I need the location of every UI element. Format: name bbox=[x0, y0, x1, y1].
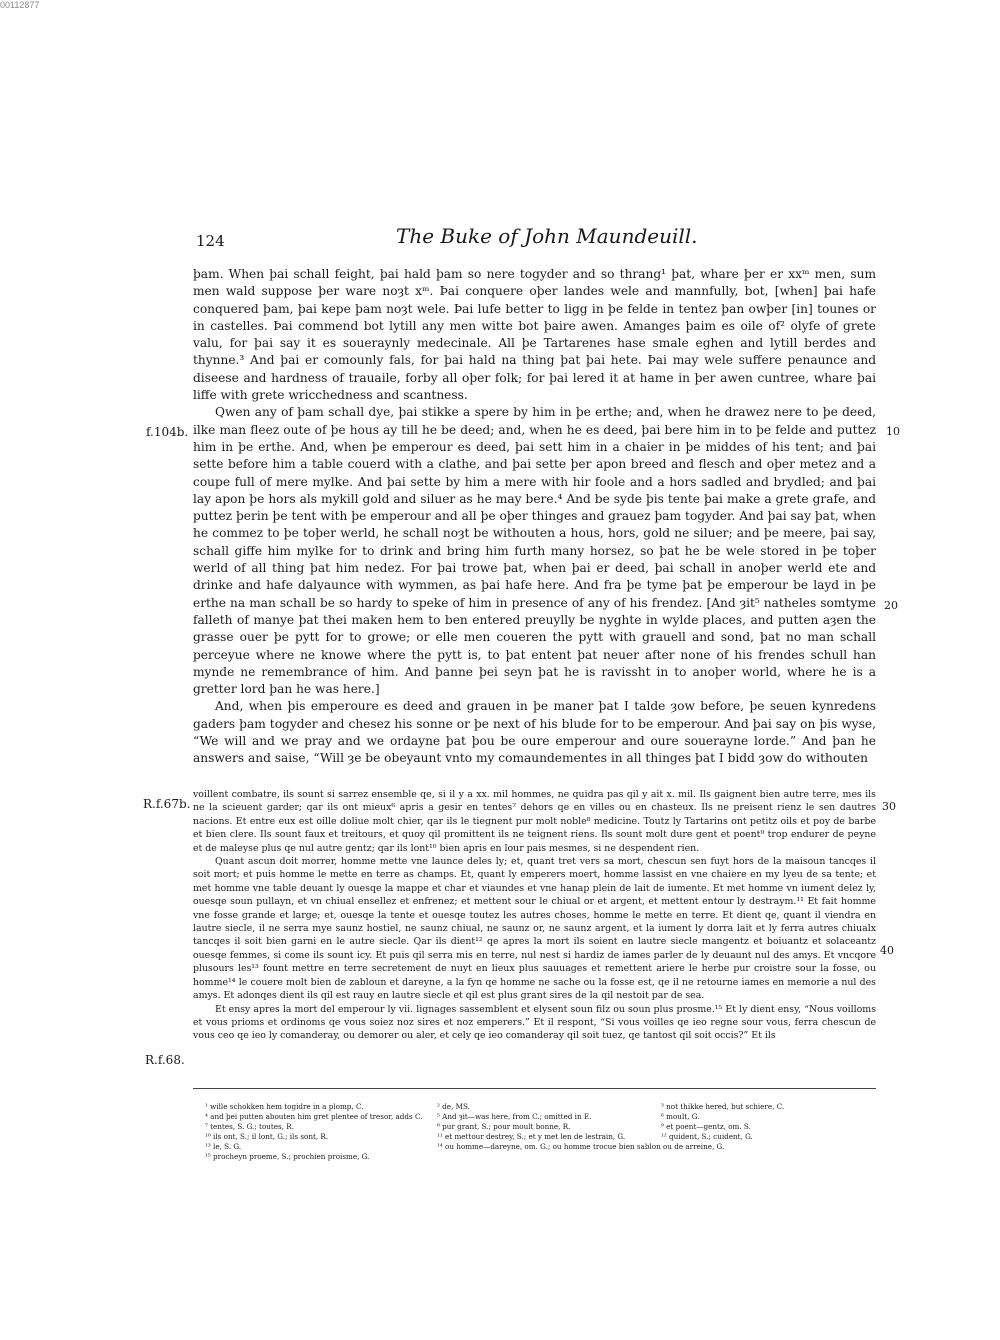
footnote-column-3 bbox=[661, 1102, 881, 1142]
running-title: The Buke of John Maundeuill. bbox=[396, 224, 698, 248]
footnote: ¹¹ et mettour destrey, S.; et y met len de lestrain, G. bbox=[437, 1132, 626, 1141]
footnote: ⁵ And ȝit—was here, from C.; omitted in E. bbox=[437, 1112, 592, 1121]
english-text-block bbox=[193, 266, 876, 768]
folio-note-french-1: R.f.67b. bbox=[143, 797, 191, 811]
footnote-column-1 bbox=[205, 1102, 425, 1162]
footnote: ² de, MS. bbox=[437, 1102, 470, 1111]
footnote: ⁹ et poent—gentz, om. S. bbox=[661, 1122, 751, 1131]
footnote: ⁸ pur grant, S.; pour moult bonne, R. bbox=[437, 1122, 571, 1131]
english-paragraph: And, when þis emperoure es deed and grauen in þe maner þat I talde ȝow before, þe seuen kynredens gaders þam togyder and chesez his sonne or þe next of his blude for to be emperour. And þai say on þis wyse, “We will and we pray and we ordayne þat þou be oure emperour and oure souerayne lorde.” And þan he answers and saise, “Will ȝe be obeyaunt vnto my comaundementes in all thinges þat I bidd ȝow do withouten bbox=[193, 699, 876, 766]
line-number-10: 10 bbox=[886, 425, 900, 438]
page-header bbox=[196, 224, 876, 254]
footnote: ¹⁰ ils ont, S.; il lont, G.; ils sont, R. bbox=[205, 1132, 329, 1141]
english-paragraph: Qwen any of þam schall dye, þai stikke a spere by him in þe erthe; and, when he drawez nere to þe deed, ilke man fleez oute of þe hous ay till he be deed; and, when he es deed, þai bere him in to þe felde and puttez him in þe erthe. And, when þe emperour es deed, þai sett him in a chaier in þe middes of his tent; and þai sette before him a table couerd with a clathe, and þai sette þer apon breed and flesch and oþer metez and a coupe full of mere mylke. And þai sette by him a mere with hir foole and a hors sadled and brydled; and þai lay apon þe hors als mykill gold and siluer as he may bere.⁴ And be syde þis tente þai make a grete grafe, and puttez þerin þe tent with þe emperour and all þe oþer thinges and grauez þam togyder. And þai say þat, when he commez to þe toþer werld, he schall noȝt be withouten a hous, hors, gold ne siluer; and þe meere, þai say, schall giffe him mylke for to drink and bring him furth many horsez, so þat he be wele stored in þe toþer werld of all thing þat him nedez. For þai trowe þat, when þai er deed, þai schall in anoþer werld ete and drinke and hafe dalyaunce with wymmen, as þai hafe here. And fra þe tyme þat þe emperour be layd in þe erthe na man schall be so hardy to speke of him in presence of any of his frendez. [And ȝit⁵ natheles somtyme falleth of manye þat thei maken hem to ben entered preuylly be nyghte in wylde places, and putten aȝen the grasse ouer þe pytt for to growe; or elle men coueren the pytt with grauell and sond, þat no man schall perceyue where ne knowe where the pytt is, to þat entent þat neuer after none of his frendes schull han mynde ne remembrance of him. And þanne þei seyn þat he is ravissht in to anoþer world, where he is a gretter lord þan he was here.] bbox=[193, 405, 876, 697]
french-paragraph: Et ensy apres la mort del emperour ly vii. lignages sassemblent et elysent soun filz ou soun plus prosme.¹⁵ Et ly dient ensy, “Nous voilloms et vous prioms et ordinoms qe vous soiez noz sires et noz emperers.” Et il respont, “Si vous voilles qe ieo regne sour vous, ferra chescun de vous ceo qe ieo ly comanderay, ou demorer ou aler, et cely qe ieo comanderay qil soit tuez, qe tantost qil soit occis?” Et ils bbox=[193, 1003, 876, 1042]
footnote: ¹ wille schokken hem togidre in a plomp, C. bbox=[205, 1102, 364, 1111]
footnote: ⁷ tentes, S. G.; toutes, R. bbox=[205, 1122, 294, 1131]
corner-identifier: 00112877 bbox=[0, 0, 40, 10]
footnote: ¹⁵ procheyn proeme, S.; prochien proisme, G. bbox=[205, 1152, 370, 1161]
line-number-20: 20 bbox=[884, 599, 898, 612]
line-number-30: 30 bbox=[882, 800, 896, 813]
line-number-40: 40 bbox=[880, 944, 894, 957]
english-paragraph: þam. When þai schall feight, þai hald þam so nere togyder and so thrang¹ þat, whare þer er xxᵐ men, sum men wald suppose þer ware noȝt xᵐ. Þai conquere oþer landes wele and mannfully, bot, [when] þai hafe conquered þam, þai kepe þam noȝt wele. Þai lufe better to ligg in þe felde in tentez þan owþer [in] tounes or in castelles. Þai commend bot lytill any men witte bot þaire awen. Amanges þaim es oile of² olyfe of grete valu, for þai say it es soueraynly medecinale. All þe Tartarenes hase smale eghen and lytill berdes and thynne.³ And þai er comounly fals, for þai hald na thing þat þai hete. Þai may wele suffere penaunce and diseese and hardness of trauaile, forby all oþer folk; for þai lered it at hame in þer awen cuntree, whare þai liffe with grete wricchedness and scantness. bbox=[193, 267, 876, 403]
footnote: ¹⁴ ou homme—dareyne, om. G.; ou homme trocue bien sablon ou de arreine, G. bbox=[437, 1142, 725, 1151]
folio-note-english: f.104b. bbox=[146, 425, 189, 439]
french-paragraph: voillent combatre, ils sount si sarrez ensemble qe, si il y a xx. mil hommes, ne quidra pas qil y ait x. mil. Ils gaignent bien autre terre, mes ils ne la scieuent garder; qar ils ont mieux⁶ apris a gesir en tentes⁷ dehors qe en villes ou en chasteux. Ils ne preisent rienz le sen dautres nacions. Et entre eux est oille doliue molt chier, qar ils le tiegnent pur molt noble⁸ medicine. Toutz ly Tartarins ont petitz oils et poy de barbe et bien clere. Ils sount faux et treitours, et quoy qil promittent ils ne teignent riens. Ils sount molt dure gent et poent⁹ trop endurer de peyne et de maleyse plus qe nul autre gentz; qar ils lont¹⁰ bien apris en lour pais mesmes, si ne despendent rien. bbox=[193, 789, 876, 854]
footnote-divider bbox=[193, 1088, 876, 1089]
footnote: ⁶ moult, G. bbox=[661, 1112, 700, 1121]
page-number: 124 bbox=[196, 232, 225, 250]
footnote: ¹² quident, S.; cuident, G. bbox=[661, 1132, 753, 1141]
footnote: ⁴ and þei putten abouten him gret plentee of tresor, adds C. bbox=[205, 1112, 423, 1121]
footnote: ³ not thikke hered, but schiere, C. bbox=[661, 1102, 785, 1111]
french-text-block bbox=[193, 788, 876, 1043]
footnote: ¹³ le, S. G. bbox=[205, 1142, 242, 1151]
french-paragraph: Quant ascun doit morrer, homme mette vne launce deles ly; et, quant tret vers sa mort, chescun sen fuyt hors de la maisoun tancqes il soit mort; et puis homme le mette en terre as champs. Et, quant ly emperers moert, homme lassist en vne chaiere en my lyeu de sa tente; et met homme vne table deuant ly ouesqe la mappe et char et viaundes et vne hanap plein de lait de iumente. Et met homme vn iument delez ly, ouesqe soun pullayn, et vn chiual ensellez et enfrenez; et mettent sour le chiual or et argent, et mettent entour ly destraym.¹¹ Et fait homme vne fosse grande et large; et, ouesqe la tente et ouesqe toutez les autres choses, homme le mette en terre. Et dient qe, quant il viendra en lautre siecle, il ne serra mye saunz hostiel, ne saunz chiual, ne saunz or, ne saunz argent, et la iument ly dorra lait et ly ferra autres chiualx tancqes il soit bien garni en le autre siecle. Qar ils dient¹² qe apres la mort ils soient en lautre siecle mangentz et boiuantz et solaceantz ouesqe femmes, si come ils sount icy. Et puis qil serra mis en terre, nul nest si hardiz de iames parler de ly deuaunt nul des amys. Et vncqore plusours les¹³ fount mettre en terre secretement de nuyt en lieux plus sauuages et remettent ariere le herbe pur croistre sour la fosse, ou homme¹⁴ le couere molt bien de zabloun et dareyne, a la fyn qe homme ne sache ou la fosse est, qe il ne retourne iames en memorie a nul des amys. Et adonqes dient ils qil est rauy en lautre siecle et qil est plus grant sires de la qil nestoit par de sea. bbox=[193, 856, 876, 1002]
folio-note-french-2: R.f.68. bbox=[145, 1053, 185, 1067]
